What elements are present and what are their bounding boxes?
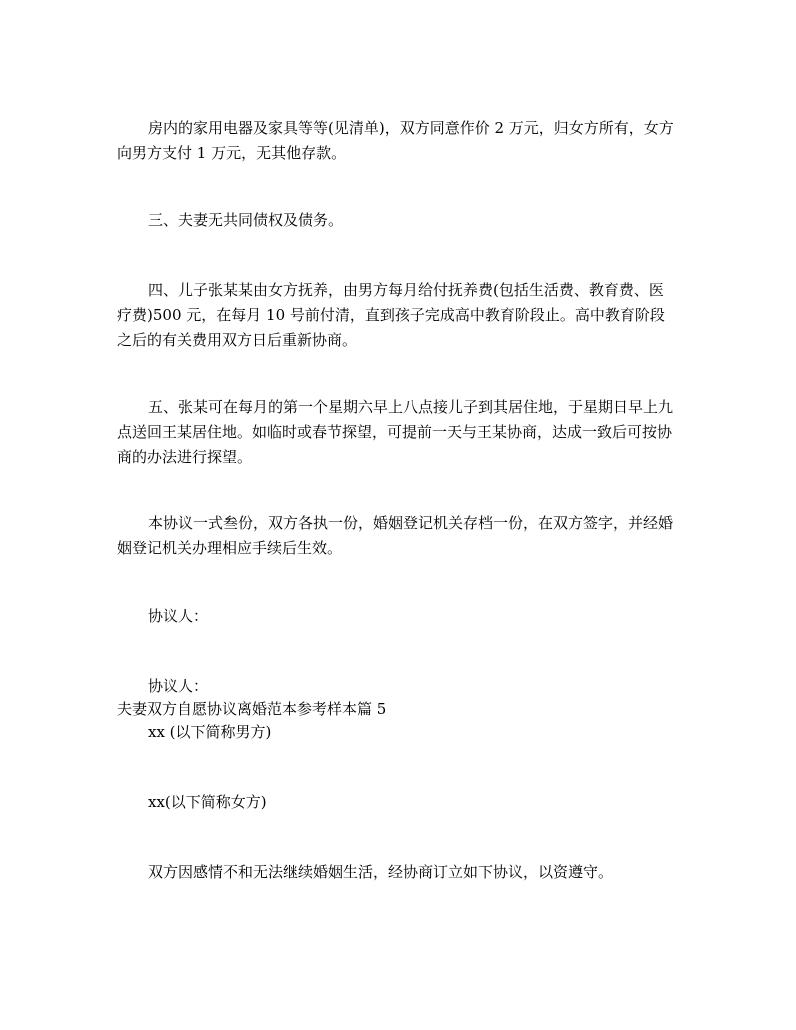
section-title: 夫妻双方自愿协议离婚范本参考样本篇 5	[117, 700, 387, 718]
party-male-line: xx (以下简称男方)	[148, 723, 272, 741]
closing-paragraph: 双方因感情不和无法继续婚姻生活，经协商订立如下协议，以资遵守。	[148, 863, 614, 881]
paragraph-property: 房内的家用电器及家具等等(见清单)，双方同意作价 2 万元，归女方所有，女方向男方支付 1 万元，无其他存款。	[117, 119, 674, 162]
party-female-line: xx(以下简称女方)	[148, 793, 267, 811]
paragraph-agreement-copies: 本协议一式叁份，双方各执一份，婚姻登记机关存档一份，在双方签字，并经婚姻登记机关办理相应手续后生效。	[117, 514, 674, 557]
signature-line-2: 协议人：	[148, 677, 209, 695]
signature-line-1: 协议人：	[148, 607, 209, 625]
paragraph-visitation: 五、张某可在每月的第一个星期六早上八点接儿子到其居住地，于星期日早上九点送回王某居住地。如临时或春节探望，可提前一天与王某协商，达成一致后可按协商的办法进行探望。	[117, 398, 674, 466]
paragraph-child-custody: 四、儿子张某某由女方抚养，由男方每月给付抚养费(包括生活费、教育费、医疗费)500 元，在每月 10 号前付清，直到孩子完成高中教育阶段止。高中教育阶段之后的有关费用双方日后重新协商。	[117, 281, 665, 349]
paragraph-debts: 三、夫妻无共同债权及债务。	[148, 211, 344, 229]
